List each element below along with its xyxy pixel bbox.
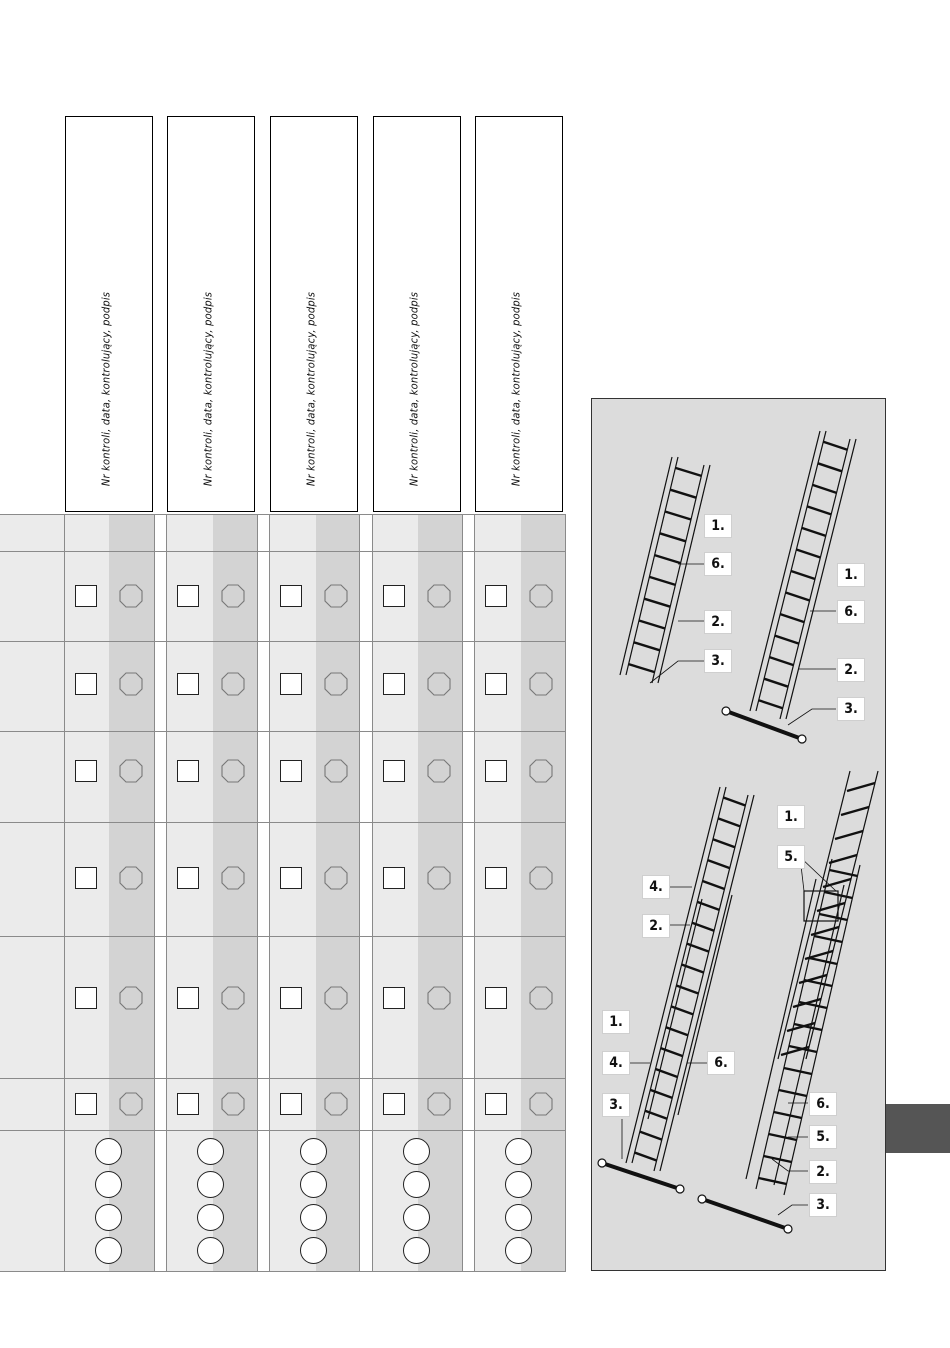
ladder-rung [635, 1153, 657, 1161]
table-bottom-line [0, 1271, 566, 1272]
callout-label: 1. [602, 1010, 630, 1034]
single-ladder-drawing [620, 457, 710, 683]
ladder-rung [835, 831, 863, 839]
check-box[interactable] [177, 867, 199, 889]
check-box[interactable] [280, 1093, 302, 1115]
circle-marker[interactable] [403, 1237, 430, 1264]
column-divider [269, 515, 270, 1271]
circle-marker[interactable] [403, 1138, 430, 1165]
check-box[interactable] [383, 987, 405, 1009]
circle-marker[interactable] [95, 1171, 122, 1198]
check-box[interactable] [75, 760, 97, 782]
circle-marker[interactable] [197, 1204, 224, 1231]
check-box[interactable] [383, 673, 405, 695]
ladder-rung [644, 599, 670, 607]
row-divider [0, 551, 566, 552]
octagon-box[interactable] [324, 986, 348, 1010]
ladder-rung [807, 506, 831, 514]
ladder-rung [819, 914, 847, 920]
ladder-drawings [592, 399, 887, 1272]
octagon-box[interactable] [119, 986, 143, 1010]
octagon-box[interactable] [529, 759, 553, 783]
octagon-box[interactable] [119, 672, 143, 696]
octagon-box[interactable] [529, 866, 553, 890]
circle-marker[interactable] [403, 1204, 430, 1231]
ladder-rung [780, 614, 804, 622]
ladder-rung [829, 855, 857, 863]
check-box[interactable] [485, 585, 507, 607]
octagon-box[interactable] [119, 1092, 143, 1116]
column-divider [372, 515, 373, 1271]
column-header-5 [475, 116, 563, 512]
circle-marker[interactable] [505, 1237, 532, 1264]
ladder-rung [764, 679, 788, 687]
check-box[interactable] [485, 987, 507, 1009]
ladder-rung [713, 839, 735, 847]
callout-label: 3. [837, 697, 865, 721]
ladder-rung [769, 657, 793, 665]
octagon-box[interactable] [529, 584, 553, 608]
octagon-box[interactable] [221, 672, 245, 696]
callout-label: 4. [642, 875, 670, 899]
ladder-rung [813, 485, 837, 493]
octagon-box[interactable] [324, 584, 348, 608]
ladder-rung [718, 818, 740, 826]
circle-marker[interactable] [197, 1138, 224, 1165]
ladder-rung [784, 1068, 812, 1074]
ladder-rung [723, 797, 745, 805]
check-box[interactable] [177, 673, 199, 695]
callout-label: 1. [837, 563, 865, 587]
check-box[interactable] [177, 585, 199, 607]
ladder-rung [764, 1156, 792, 1162]
ladder-rung [809, 958, 837, 964]
octagon-box[interactable] [221, 759, 245, 783]
circle-marker[interactable] [197, 1171, 224, 1198]
callout-label: 5. [809, 1125, 837, 1149]
ladder-rung [805, 951, 833, 959]
octagon-box[interactable] [324, 1092, 348, 1116]
circle-marker[interactable] [197, 1237, 224, 1264]
check-box[interactable] [485, 673, 507, 695]
check-box[interactable] [280, 673, 302, 695]
ladder-rung [841, 807, 869, 815]
check-box[interactable] [383, 1093, 405, 1115]
callout-label: 4. [602, 1051, 630, 1075]
octagon-box[interactable] [427, 672, 451, 696]
callout-label: 3. [809, 1193, 837, 1217]
ladder-rung [818, 463, 842, 471]
callout-label: 2. [837, 658, 865, 682]
octagon-box[interactable] [529, 986, 553, 1010]
column-divider [462, 515, 463, 1271]
check-box[interactable] [383, 585, 405, 607]
circle-marker[interactable] [505, 1171, 532, 1198]
column-header-2 [167, 116, 255, 512]
circle-marker[interactable] [505, 1204, 532, 1231]
row-divider [0, 641, 566, 642]
octagon-box[interactable] [427, 866, 451, 890]
column-divider [154, 515, 155, 1271]
ladder-rung [796, 549, 820, 557]
ladder-rung [639, 621, 665, 629]
check-box[interactable] [280, 585, 302, 607]
ladder-rung [802, 528, 826, 536]
octagon-box[interactable] [324, 672, 348, 696]
circle-marker[interactable] [300, 1204, 327, 1231]
octagon-box[interactable] [529, 672, 553, 696]
row-label-column [0, 515, 64, 1271]
ladder-rung [759, 1178, 787, 1184]
row-divider [0, 1078, 566, 1079]
ladder-rung [649, 577, 675, 585]
octagon-box[interactable] [427, 986, 451, 1010]
row-divider [0, 731, 566, 732]
column-header-label: Nr kontroli, data, kontrolujący, podpis [99, 291, 113, 487]
page-edge-tab [886, 1104, 950, 1153]
row-divider [0, 822, 566, 823]
callout-label: 6. [809, 1092, 837, 1116]
ladder-rung [675, 468, 701, 476]
callout-label: 3. [704, 649, 732, 673]
callout-label: 6. [707, 1051, 735, 1075]
check-box[interactable] [280, 760, 302, 782]
ladder-rung [814, 936, 842, 942]
octagon-box[interactable] [221, 1092, 245, 1116]
octagon-box[interactable] [221, 986, 245, 1010]
column-header-label: Nr kontroli, data, kontrolujący, podpis [509, 291, 523, 487]
callout-label: 5. [777, 845, 805, 869]
callout-label: 6. [704, 552, 732, 576]
check-box[interactable] [280, 867, 302, 889]
check-box[interactable] [177, 987, 199, 1009]
check-box[interactable] [485, 867, 507, 889]
check-box[interactable] [485, 760, 507, 782]
octagon-box[interactable] [119, 759, 143, 783]
circle-marker[interactable] [403, 1171, 430, 1198]
column-header-label: Nr kontroli, data, kontrolujący, podpis [201, 291, 215, 487]
check-box[interactable] [383, 867, 405, 889]
octagon-box[interactable] [119, 584, 143, 608]
ladder-illustration-panel [591, 398, 886, 1271]
ladder-with-stabilizer-drawing [722, 431, 856, 743]
check-box[interactable] [485, 1093, 507, 1115]
check-box[interactable] [75, 867, 97, 889]
check-box[interactable] [75, 987, 97, 1009]
octagon-box[interactable] [324, 866, 348, 890]
column-divider [474, 515, 475, 1271]
row-divider [0, 936, 566, 937]
circle-marker[interactable] [300, 1138, 327, 1165]
callout-label: 2. [809, 1160, 837, 1184]
column-header-3 [270, 116, 358, 512]
three-section-ladder-drawing [698, 771, 878, 1233]
octagon-box[interactable] [529, 1092, 553, 1116]
column-header-4 [373, 116, 461, 512]
check-box[interactable] [177, 1093, 199, 1115]
column-divider [565, 515, 566, 1271]
column-divider [257, 515, 258, 1271]
ladder-rung [775, 636, 799, 644]
circle-marker[interactable] [505, 1138, 532, 1165]
octagon-box[interactable] [427, 584, 451, 608]
octagon-box[interactable] [324, 759, 348, 783]
ladder-rung [665, 512, 691, 520]
circle-marker[interactable] [95, 1138, 122, 1165]
check-box[interactable] [177, 760, 199, 782]
column-divider [359, 515, 360, 1271]
ladder-rung [759, 700, 783, 708]
row-divider [0, 1130, 566, 1131]
octagon-box[interactable] [221, 866, 245, 890]
two-section-ladder-drawing [598, 787, 754, 1193]
callout-label: 1. [704, 514, 732, 538]
column-header-1 [65, 116, 153, 512]
circle-marker[interactable] [300, 1171, 327, 1198]
check-box[interactable] [75, 1093, 97, 1115]
ladder-rung [660, 533, 686, 541]
octagon-box[interactable] [427, 1092, 451, 1116]
circle-marker[interactable] [95, 1204, 122, 1231]
octagon-box[interactable] [427, 759, 451, 783]
column-header-label: Nr kontroli, data, kontrolujący, podpis [407, 291, 421, 487]
ladder-rung [779, 1090, 807, 1096]
ladder-rung [640, 1132, 662, 1140]
callout-label: 2. [704, 610, 732, 634]
ladder-rung [823, 442, 847, 450]
ladder-rung [708, 860, 730, 868]
circle-marker[interactable] [300, 1237, 327, 1264]
ladder-rung [791, 571, 815, 579]
column-header-label: Nr kontroli, data, kontrolujący, podpis [304, 291, 318, 487]
ladder-rung [629, 664, 655, 672]
ladder-rung [804, 980, 832, 986]
callout-label: 2. [642, 914, 670, 938]
circle-marker[interactable] [95, 1237, 122, 1264]
octagon-box[interactable] [221, 584, 245, 608]
column-divider [166, 515, 167, 1271]
table-top-line [0, 514, 566, 515]
octagon-box[interactable] [119, 866, 143, 890]
ladder-rung [786, 593, 810, 601]
callout-label: 1. [777, 805, 805, 829]
callout-label: 3. [602, 1093, 630, 1117]
ladder-rung [634, 642, 660, 650]
check-box[interactable] [75, 585, 97, 607]
ladder-rung [655, 555, 681, 563]
check-box[interactable] [75, 673, 97, 695]
check-box[interactable] [280, 987, 302, 1009]
ladder-rung [670, 490, 696, 498]
ladder-rung [774, 1112, 802, 1118]
ladder-rung [847, 783, 875, 791]
check-box[interactable] [383, 760, 405, 782]
ladder-rung [703, 881, 725, 889]
column-divider [64, 515, 65, 1271]
callout-label: 6. [837, 600, 865, 624]
